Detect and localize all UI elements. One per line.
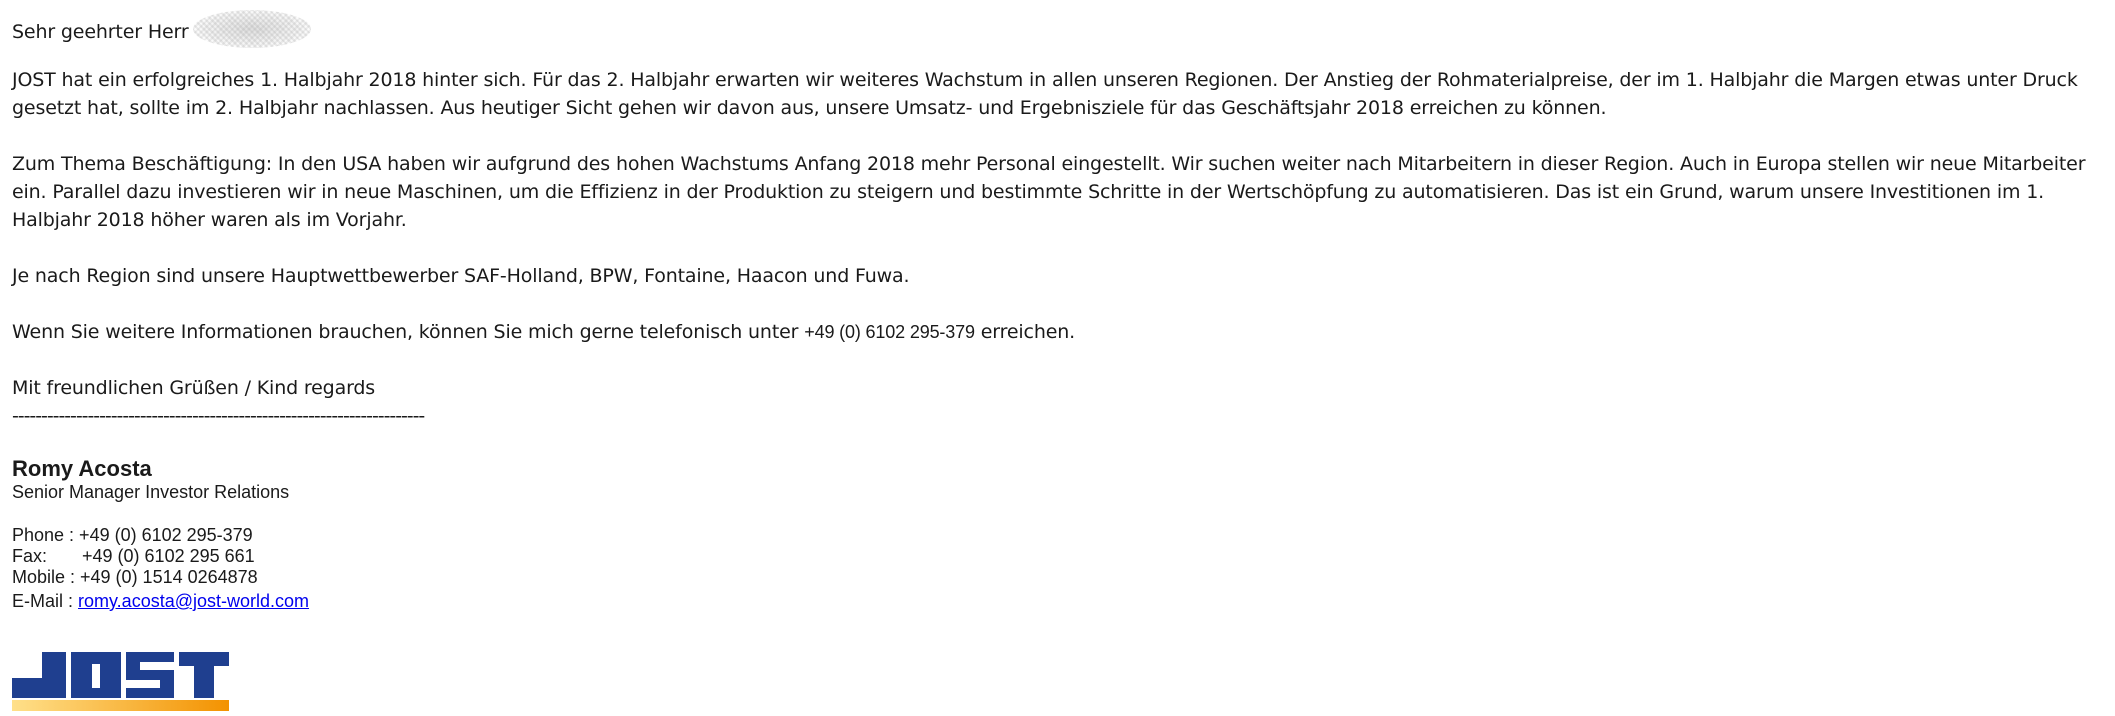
signature-fax: Fax: +49 (0) 6102 295 661 [12,546,255,566]
signature-divider: ----------------------------------------------------------------------- [12,405,425,427]
signature-title: Senior Manager Investor Relations [12,482,290,502]
redacted-recipient-name [193,10,311,48]
signature-phone: Phone : +49 (0) 6102 295-379 [12,525,253,545]
paragraph-outlook: JOST hat ein erfolgreiches 1. Halbjahr 2018 hinter sich. Für das 2. Halbjahr erwarten wir weiteres Wachstum in allen unseren Regionen. Der Anstieg der Rohmaterialpreise, der im 1. Halbjahr die Margen etwas unter Druck gesetzt hat, sollte im 2. Halbjahr nachlassen. Aus heutiger Sicht gehen wir davon aus, unsere Umsatz- und Ergebnisziele für das Geschäftsjahr 2018 erreichen zu können. [12,69,2078,119]
logo-letter-s-bottom [126,688,174,698]
signature-mobile: Mobile : +49 (0) 1514 0264878 [12,567,258,587]
logo-letter-o-hole [92,664,100,688]
message-paragraphs [12,66,2104,430]
logo-letter-t-stem [194,652,214,698]
paragraph-competitors: Je nach Region sind unsere Hauptwettbewerber SAF-Holland, BPW, Fontaine, Haacon und Fuwa. [12,265,910,287]
signature-email [12,591,309,612]
jost-logo [12,650,232,712]
logo-letters [12,652,229,698]
contact-sentence-before: Wenn Sie weitere Informationen brauchen, können Sie mich gerne telefonisch unter [12,321,805,343]
greeting [12,10,311,48]
closing: Mit freundlichen Grüßen / Kind regards [12,377,376,399]
paragraph-employment: Zum Thema Beschäftigung: In den USA haben wir aufgrund des hohen Wachstums Anfang 2018 mehr Personal eingestellt. Wir suchen weiter nach Mitarbeitern in dieser Region. Auch in Europa stellen wir neue Mitarbeiter ein. Parallel dazu investieren wir in neue Maschinen, um die Effizienz in der Produktion zu steigern und bestimmte Schritte in der Wertschöpfung zu automatisieren. Das ist ein Grund, warum unsere Investitionen im 1. Halbjahr 2018 höher waren als im Vorjahr. [12,153,2086,231]
logo-letter-j-base [12,678,66,698]
greeting-text: Sehr geehrter Herr [12,21,189,43]
contact-sentence-after: erreichen. [974,321,1076,343]
contact-phone-number: +49 (0) 6102 295-379 [804,322,975,342]
email-body [12,0,2112,716]
logo-underline-bar [12,700,229,711]
paragraph-contact [12,318,2104,346]
signature-name: Romy Acosta [12,456,152,481]
signature-email-label: E-Mail : [12,591,79,611]
signature-block [12,456,309,612]
signature-email-link[interactable]: romy.acosta@jost-world.com [78,591,310,611]
